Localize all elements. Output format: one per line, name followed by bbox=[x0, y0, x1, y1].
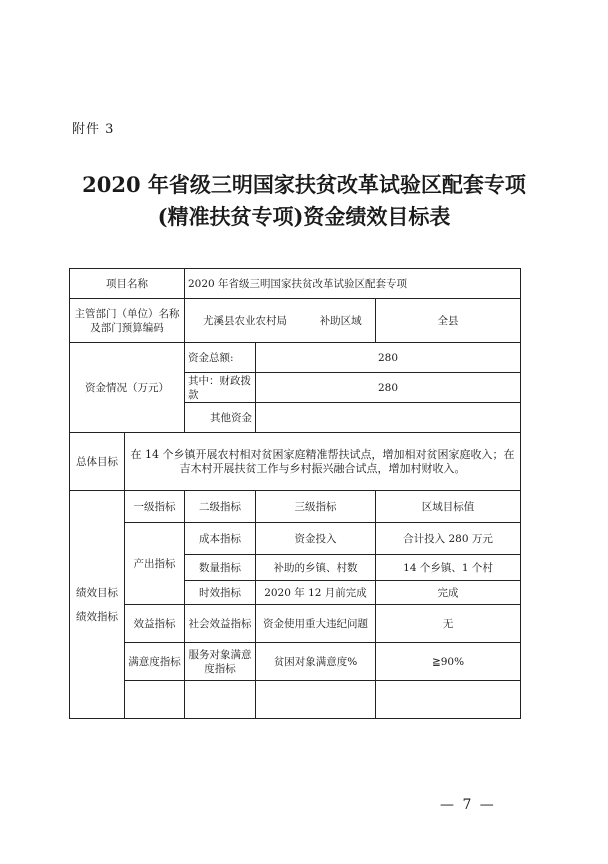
header-level3: 三级指标 bbox=[256, 491, 376, 523]
overall-goal-text: 在 14 个乡镇开展农村相对贫困家庭精准帮扶试点，增加相对贫困家庭收入；在吉木村开展扶贫工作与乡村振兴融合试点，增加村财收入。 bbox=[125, 433, 521, 491]
satisfaction-level3: 贫困对象满意度% bbox=[256, 643, 376, 681]
performance-label-cell bbox=[70, 491, 125, 719]
document-title-line-2: (精准扶贫专项)资金绩效目标表 bbox=[157, 204, 451, 229]
indicator-target: 完成 bbox=[376, 581, 521, 605]
header-level1: 一级指标 bbox=[125, 491, 185, 523]
satisfaction-level2: 服务对象满意度指标 bbox=[185, 643, 256, 681]
funds-total-row bbox=[70, 343, 521, 373]
department-row bbox=[70, 299, 521, 343]
empty-row bbox=[70, 681, 521, 719]
overall-goal-label: 总体目标 bbox=[70, 433, 125, 491]
funds-other-value bbox=[256, 403, 521, 433]
funds-total-label: 资金总额: bbox=[185, 343, 256, 373]
department-value bbox=[185, 299, 376, 343]
header-level2: 二级指标 bbox=[185, 491, 256, 523]
indicator-target: 合计投入 280 万元 bbox=[376, 523, 521, 555]
funds-total-value: 280 bbox=[256, 343, 521, 373]
output-indicator-label: 产出指标 bbox=[125, 523, 185, 605]
subsidy-area-value: 全县 bbox=[376, 299, 521, 343]
indicator-level2: 成本指标 bbox=[185, 523, 256, 555]
satisfaction-target: ≧90% bbox=[376, 643, 521, 681]
indicator-level3: 2020 年 12 月前完成 bbox=[256, 581, 376, 605]
header-target: 区域目标值 bbox=[376, 491, 521, 523]
department-label: 主管部门（单位）名称及部门预算编码 bbox=[70, 299, 185, 343]
project-name-value: 2020 年省级三明国家扶贫改革试验区配套专项 bbox=[185, 269, 521, 299]
project-name-label: 项目名称 bbox=[70, 269, 185, 299]
benefit-target: 无 bbox=[376, 605, 521, 643]
performance-goal-label: 绩效目标 bbox=[76, 586, 118, 599]
project-name-row bbox=[70, 269, 521, 299]
benefit-row bbox=[70, 605, 521, 643]
performance-indicator-label: 绩效指标 bbox=[76, 610, 118, 623]
document-title-line-1: 2020 年省级三明国家扶贫改革试验区配套专项 bbox=[82, 172, 526, 197]
indicator-header-row bbox=[70, 491, 521, 523]
benefit-level2: 社会效益指标 bbox=[185, 605, 256, 643]
satisfaction-indicator-label: 满意度指标 bbox=[125, 643, 185, 681]
indicator-level2: 时效指标 bbox=[185, 581, 256, 605]
benefit-level3: 资金使用重大违纪问题 bbox=[256, 605, 376, 643]
indicator-row bbox=[70, 523, 521, 555]
funds-other-label: 其他资金 bbox=[185, 403, 256, 433]
indicator-level2: 数量指标 bbox=[185, 555, 256, 581]
overall-goal-row bbox=[70, 433, 521, 491]
performance-goal-table bbox=[69, 268, 521, 719]
department-name: 尤溪县农业农村局 bbox=[203, 314, 287, 327]
funds-fiscal-value: 280 bbox=[256, 373, 521, 403]
indicator-level3: 资金投入 bbox=[256, 523, 376, 555]
benefit-indicator-label: 效益指标 bbox=[125, 605, 185, 643]
indicator-target: 14 个乡镇、1 个村 bbox=[376, 555, 521, 581]
indicator-level3: 补助的乡镇、村数 bbox=[256, 555, 376, 581]
attachment-label: 附件 3 bbox=[72, 122, 115, 137]
funds-fiscal-label: 其中：财政拨款 bbox=[185, 373, 256, 403]
page-number: — 7 — bbox=[440, 797, 496, 813]
subsidy-area-label: 补助区域 bbox=[319, 314, 362, 327]
satisfaction-row bbox=[70, 643, 521, 681]
funds-label: 资金情况（万元） bbox=[70, 343, 185, 433]
